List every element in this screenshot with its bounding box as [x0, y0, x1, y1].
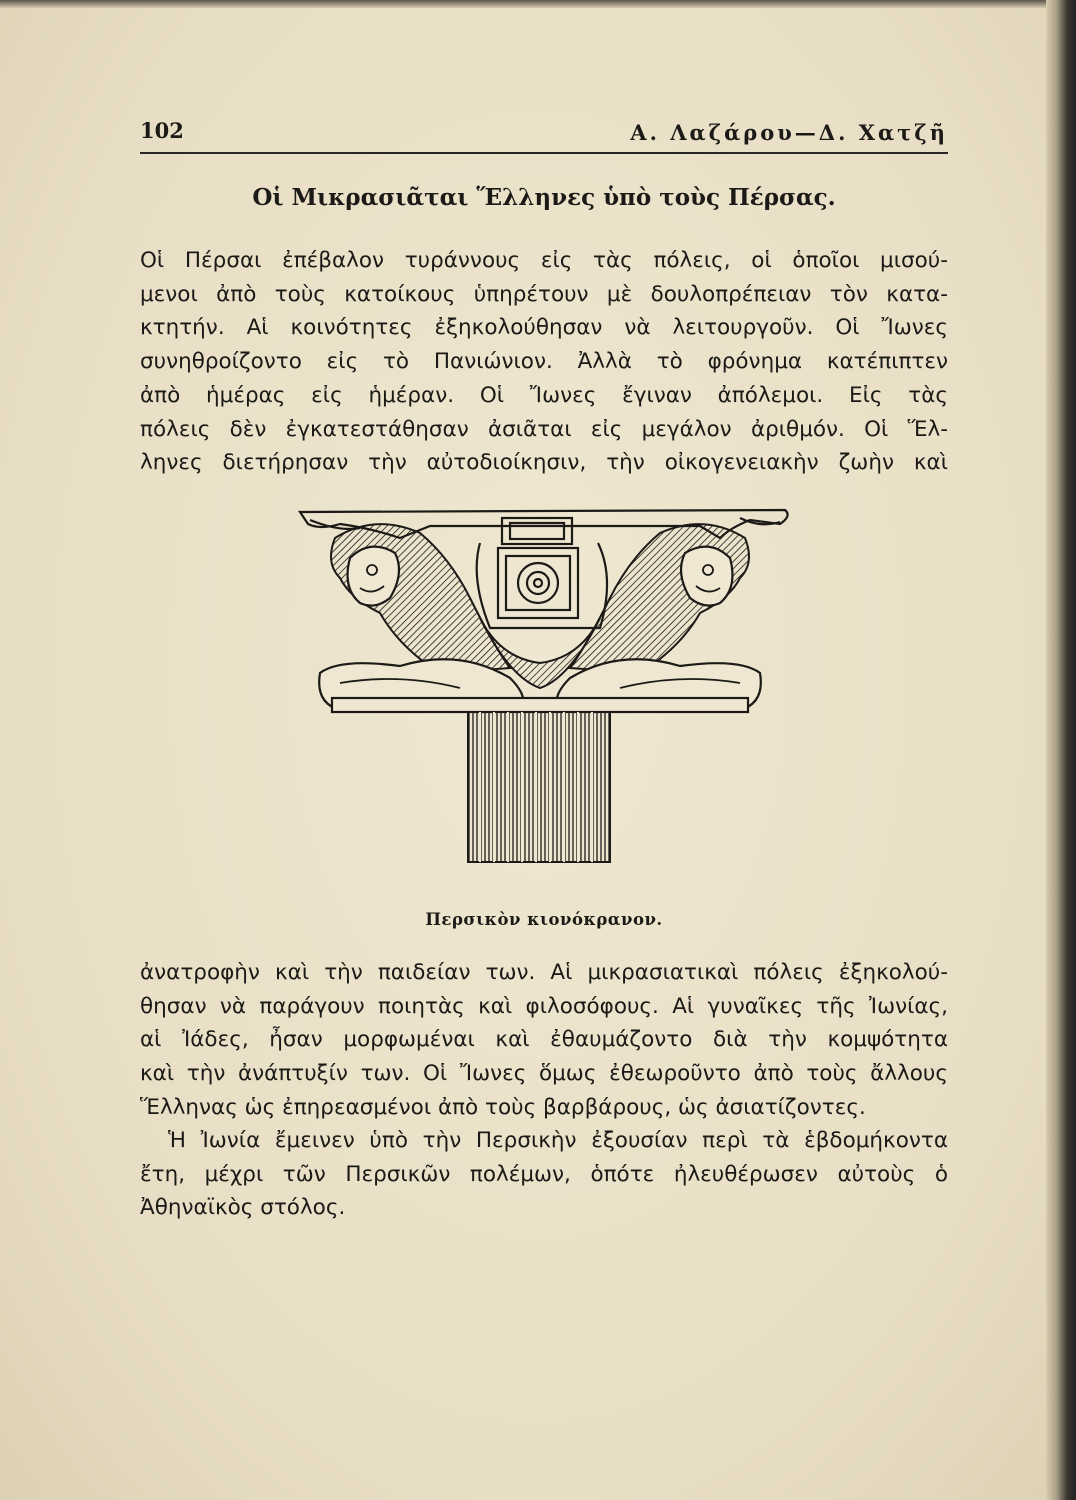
text-line: πόλεις δὲν ἐγκατεστάθησαν ἀσιᾶται εἰς μεγάλον ἀριθμόν. Οἱ Ἕλ- — [140, 416, 948, 442]
text-line: συνηθροίζοντο εἰς τὸ Πανιώνιον. Ἀλλὰ τὸ φρόνημα κατέπιπτεν — [140, 349, 948, 375]
text-line: ἀπὸ ἡμέρας εἰς ἡμέραν. Οἱ Ἴωνες ἔγιναν ἀπόλεμοι. Εἰς τὰς — [140, 382, 948, 408]
text-line: Ἡ Ἰωνία ἔμεινεν ὑπὸ τὴν Περσικὴν ἐξουσίαν περὶ τὰ ἑβδομήκοντα — [168, 1128, 948, 1153]
running-head: Α. Λαζάρου—Δ. Χατζῆ — [630, 120, 948, 145]
text-line: αἱ Ἰάδες, ἦσαν μορφωμέναι καὶ ἐθαυμάζοντο διὰ τὴν κομψότητα — [140, 1027, 948, 1053]
paragraph-1 — [140, 244, 948, 480]
section-title: Οἱ Μικρασιᾶται Ἕλληνες ὑπὸ τοὺς Πέρσας. — [252, 184, 836, 211]
text-line: κτητήν. Αἱ κοινότητες ἐξηκολούθησαν νὰ λειτουργοῦν. Οἱ Ἴωνες — [140, 315, 948, 341]
page-number: 102 — [140, 118, 184, 143]
text-line: Ἀθηναϊκὸς στόλος. — [140, 1195, 346, 1221]
page-right-edge-shadow — [1046, 0, 1076, 1500]
page-top-edge — [0, 0, 1076, 8]
paragraph-3 — [140, 1124, 948, 1225]
text-line: Οἱ Πέρσαι ἐπέβαλον τυράννους εἰς τὰς πόλεις, οἱ ὁποῖοι μισού- — [140, 248, 948, 273]
page-header — [140, 118, 948, 154]
text-line: μενοι ἀπὸ τοὺς κατοίκους ὑπηρέτουν μὲ δουλοπρέπειαν τὸν κατα- — [140, 281, 948, 307]
text-line: ἀνατροφὴν καὶ τὴν παιδείαν των. Αἱ μικρασιατικαὶ πόλεις ἐξηκολού- — [140, 960, 948, 985]
persian-capital-illustration — [280, 498, 800, 870]
text-line: θησαν νὰ παράγουν ποιητὰς καὶ φιλοσόφους. Αἱ γυναῖκες τῆς Ἰωνίας, — [140, 993, 948, 1019]
paragraph-2 — [140, 956, 948, 1125]
figure-caption: Περσικὸν κιονόκρανον. — [425, 910, 663, 929]
text-line: ἔτη, μέχρι τῶν Περσικῶν πολέμων, ὁπότε ἠλευθέρωσεν αὐτοὺς ὁ — [140, 1161, 948, 1187]
text-line: ληνες διετήρησαν τὴν αὐτοδιοίκησιν, τὴν οἰκογενειακὴν ζωὴν καὶ — [140, 450, 948, 476]
text-line: καὶ τὴν ἀνάπτυξίν των. Οἱ Ἴωνες ὅμως ἐθεωροῦντο ἀπὸ τοὺς ἄλλους — [140, 1061, 948, 1087]
text-line: Ἕλληνας ὡς ἐπηρεασμένοι ἀπὸ τοὺς βαρβάρους, ὡς ἀσιατίζοντες. — [140, 1094, 866, 1120]
